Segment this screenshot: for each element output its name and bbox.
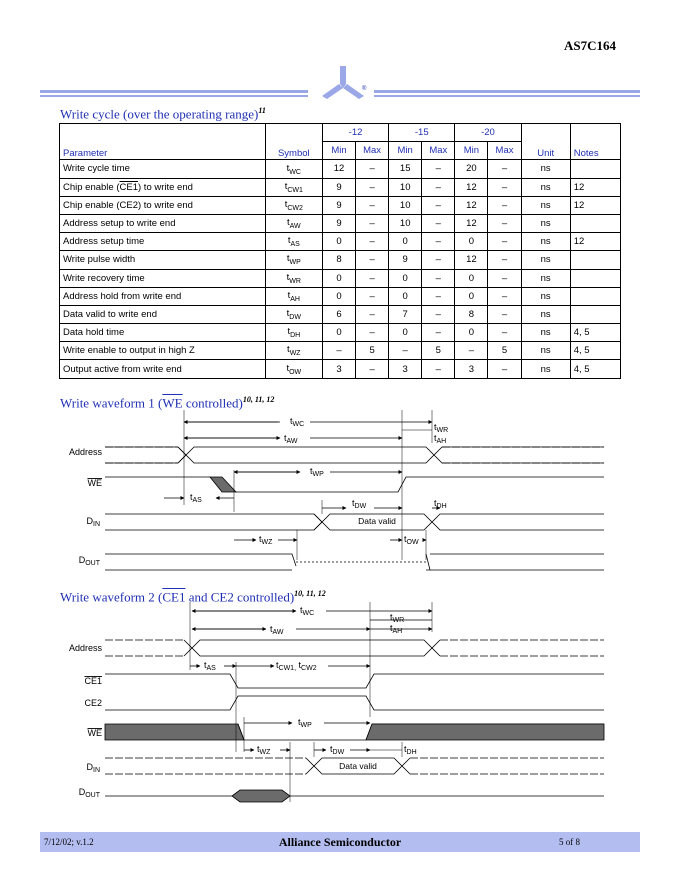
value-cell: – bbox=[422, 214, 455, 232]
value-cell: 5 bbox=[422, 342, 455, 360]
notes-cell bbox=[570, 305, 620, 323]
value-cell: 0 bbox=[389, 287, 422, 305]
symbol-cell: $t_{OW}$ bbox=[265, 360, 322, 378]
value-cell: 0 bbox=[455, 269, 488, 287]
table-row bbox=[60, 160, 621, 178]
unit-cell: ns bbox=[521, 251, 570, 269]
col-notes: Notes bbox=[570, 124, 620, 160]
value-cell: 3 bbox=[455, 360, 488, 378]
value-cell: – bbox=[488, 233, 521, 251]
value-cell: 0 bbox=[322, 233, 355, 251]
value-cell: – bbox=[488, 287, 521, 305]
value-cell: – bbox=[488, 360, 521, 378]
signal-ce2: CE2 bbox=[84, 698, 102, 708]
table-row bbox=[60, 324, 621, 342]
data-valid: Data valid bbox=[339, 761, 377, 771]
value-cell: – bbox=[356, 269, 389, 287]
value-cell: 0 bbox=[322, 324, 355, 342]
svg-text:tOW: $t_{OW}$ bbox=[404, 534, 419, 546]
param-cell: Write enable to output in high Z bbox=[60, 342, 266, 360]
value-cell: – bbox=[356, 305, 389, 323]
value-cell: – bbox=[422, 196, 455, 214]
footer-date: 7/12/02; v.1.2 bbox=[44, 837, 94, 847]
signal-address: Address bbox=[68, 447, 102, 457]
param-cell: Data valid to write end bbox=[60, 305, 266, 323]
table-title: Write cycle (over the operating range)$^{11}$ bbox=[60, 106, 266, 122]
value-cell: 0 bbox=[455, 324, 488, 342]
table-row bbox=[60, 269, 621, 287]
part-number: AS7C164 bbox=[563, 38, 616, 53]
timing-labels bbox=[190, 416, 448, 546]
value-cell: 9 bbox=[389, 251, 422, 269]
value-cell: – bbox=[488, 269, 521, 287]
table-row bbox=[60, 251, 621, 269]
table-row bbox=[60, 287, 621, 305]
svg-text:tWP: $t_{WP}$ bbox=[310, 466, 324, 478]
value-cell: 10 bbox=[389, 214, 422, 232]
svg-text:tAH: $t_{AH}$ bbox=[434, 433, 447, 445]
value-cell: – bbox=[455, 342, 488, 360]
symbol-cell: $t_{WR}$ bbox=[265, 269, 322, 287]
table-row bbox=[60, 196, 621, 214]
symbol-cell: $t_{AS}$ bbox=[265, 233, 322, 251]
symbol-cell: $t_{CW1}$ bbox=[265, 178, 322, 196]
unit-cell: ns bbox=[521, 287, 570, 305]
value-cell: 20 bbox=[455, 160, 488, 178]
svg-text:tDH: $t_{DH}$ bbox=[434, 498, 447, 510]
symbol-cell: $t_{DW}$ bbox=[265, 305, 322, 323]
svg-text:tWC: $t_{WC}$ bbox=[300, 605, 315, 617]
value-cell: 0 bbox=[455, 287, 488, 305]
value-cell: – bbox=[356, 360, 389, 378]
col-unit: Unit bbox=[521, 124, 570, 160]
unit-cell: ns bbox=[521, 269, 570, 287]
waveform1-diagram bbox=[60, 410, 620, 575]
value-cell: – bbox=[422, 324, 455, 342]
notes-cell: 12 bbox=[570, 196, 620, 214]
unit-cell: ns bbox=[521, 214, 570, 232]
value-cell: 6 bbox=[322, 305, 355, 323]
value-cell: – bbox=[488, 251, 521, 269]
symbol-cell: $t_{AH}$ bbox=[265, 287, 322, 305]
value-cell: – bbox=[422, 233, 455, 251]
table-row bbox=[60, 233, 621, 251]
signal-we: WE bbox=[87, 478, 102, 488]
value-cell: 0 bbox=[322, 287, 355, 305]
symbol-cell: $t_{WZ}$ bbox=[265, 342, 322, 360]
notes-cell bbox=[570, 251, 620, 269]
svg-text:tWR: $t_{WR}$ bbox=[434, 422, 449, 434]
value-cell: 0 bbox=[389, 269, 422, 287]
value-cell: 3 bbox=[322, 360, 355, 378]
notes-cell: 12 bbox=[570, 178, 620, 196]
footer-bar bbox=[40, 832, 640, 852]
value-cell: 5 bbox=[356, 342, 389, 360]
notes-cell bbox=[570, 287, 620, 305]
write-cycle-table: Parameter Symbol -12 -15 -20 Unit Notes Min Max Min Max Min Max Write cycle time $t_{WC}$ 12 – 15 – 20 – ns Chip enable (CE1) to write end $t_{CW1}$ 9 – 10 – 12 – ns 12 Chip enable (CE2) to write end $t_{CW2}$ 9 – 10 – 12 – ns 12 Address setup to write end $t_{AW}$ 9 – 10 – 12 – ns Address setup time $t_{AS}$ 0 – 0 – 0 – ns 12 Write pulse width $t_{WP}$ 8 – 9 – 12 – ns Write recovery time $t_{WR}$ 0 – 0 – 0 – ns Address hold from write end $t_{AH}$ 0 – 0 – 0 – ns Data valid to write end $t_{DW}$ 6 – 7 – 8 – ns Data hold time $t_{DH}$ 0 – 0 – 0 – ns 4, 5 Write enable to output in high Z $t_{WZ}$ – 5 – 5 – 5 ns 4, 5 Output active from write end $t_{OW}$ 3 – 3 – 3 – ns 4, 5 bbox=[59, 123, 621, 379]
value-cell: – bbox=[488, 160, 521, 178]
value-cell: – bbox=[356, 160, 389, 178]
value-cell: – bbox=[422, 178, 455, 196]
svg-text:tWP: $t_{WP}$ bbox=[298, 717, 312, 729]
value-cell: – bbox=[356, 178, 389, 196]
footer-page: 5 of 8 bbox=[559, 837, 580, 847]
unit-cell: ns bbox=[521, 360, 570, 378]
table-row bbox=[60, 178, 621, 196]
symbol-cell: $t_{WC}$ bbox=[265, 160, 322, 178]
svg-text:tWZ: $t_{WZ}$ bbox=[257, 744, 271, 756]
param-cell: Write cycle time bbox=[60, 160, 266, 178]
svg-text:tAW: $t_{AW}$ bbox=[270, 624, 284, 636]
value-cell: 12 bbox=[455, 196, 488, 214]
unit-cell: ns bbox=[521, 324, 570, 342]
symbol-cell: $t_{DH}$ bbox=[265, 324, 322, 342]
svg-text:tWZ: $t_{WZ}$ bbox=[259, 534, 273, 546]
footer-company: Alliance Semiconductor bbox=[278, 835, 402, 849]
param-cell: Chip enable (CE2) to write end bbox=[60, 196, 266, 214]
value-cell: – bbox=[422, 251, 455, 269]
value-cell: – bbox=[356, 324, 389, 342]
value-cell: – bbox=[356, 251, 389, 269]
notes-cell: 4, 5 bbox=[570, 342, 620, 360]
speed-grade: -20 bbox=[455, 124, 521, 142]
table-row bbox=[60, 360, 621, 378]
notes-cell bbox=[570, 160, 620, 178]
value-cell: 0 bbox=[322, 269, 355, 287]
notes-cell bbox=[570, 214, 620, 232]
table-row bbox=[60, 305, 621, 323]
value-cell: – bbox=[422, 160, 455, 178]
signal-din: $D_{IN}$ bbox=[86, 762, 100, 774]
symbol-cell: $t_{WP}$ bbox=[265, 251, 322, 269]
value-cell: – bbox=[322, 342, 355, 360]
signal-din: $D_{IN}$ bbox=[86, 516, 100, 528]
value-cell: 9 bbox=[322, 214, 355, 232]
registered-mark: ® bbox=[362, 86, 367, 92]
svg-text:tAW: $t_{AW}$ bbox=[284, 433, 298, 445]
table-row bbox=[60, 342, 621, 360]
value-cell: 5 bbox=[488, 342, 521, 360]
value-cell: – bbox=[422, 305, 455, 323]
signal-dout: $D_{OUT}$ bbox=[78, 787, 100, 799]
value-cell: 12 bbox=[455, 214, 488, 232]
value-cell: – bbox=[389, 342, 422, 360]
value-cell: – bbox=[422, 287, 455, 305]
signal-we: WE bbox=[87, 728, 102, 738]
value-cell: 0 bbox=[455, 233, 488, 251]
value-cell: 12 bbox=[322, 160, 355, 178]
value-cell: – bbox=[488, 305, 521, 323]
param-cell: Address hold from write end bbox=[60, 287, 266, 305]
svg-text:tDW: $t_{DW}$ bbox=[330, 744, 345, 756]
value-cell: – bbox=[356, 196, 389, 214]
data-valid: Data valid bbox=[358, 516, 396, 526]
value-cell: 0 bbox=[389, 233, 422, 251]
unit-cell: ns bbox=[521, 233, 570, 251]
param-cell: Output active from write end bbox=[60, 360, 266, 378]
svg-text:tWR: $t_{WR}$ bbox=[390, 612, 405, 624]
symbol-cell: $t_{AW}$ bbox=[265, 214, 322, 232]
signal-address: Address bbox=[68, 643, 102, 653]
value-cell: 9 bbox=[322, 196, 355, 214]
svg-text:tAH: $t_{AH}$ bbox=[390, 623, 403, 635]
waveform2-title: Write waveform 2 (CE1 and CE2 controlled)$^{10, 11, 12}$ bbox=[60, 589, 326, 605]
value-cell: 10 bbox=[389, 196, 422, 214]
value-cell: – bbox=[488, 214, 521, 232]
svg-text:tCW1, tCW2: $t_{CW1,}$ $t_{CW2}$ bbox=[276, 660, 317, 672]
value-cell: 3 bbox=[389, 360, 422, 378]
waveform1-title: Write waveform 1 ($\overline{WE}$ controlled)$^{10, 11, 12}$ bbox=[60, 395, 275, 411]
value-cell: – bbox=[356, 233, 389, 251]
value-cell: – bbox=[488, 324, 521, 342]
notes-cell: 12 bbox=[570, 233, 620, 251]
value-cell: 12 bbox=[455, 251, 488, 269]
param-cell: Chip enable (CE1) to write end bbox=[60, 178, 266, 196]
signal-dout: $D_{OUT}$ bbox=[78, 555, 100, 567]
svg-text:tDH: $t_{DH}$ bbox=[404, 744, 417, 756]
param-cell: Address setup to write end bbox=[60, 214, 266, 232]
col-symbol: Symbol bbox=[265, 124, 322, 160]
value-cell: 12 bbox=[455, 178, 488, 196]
value-cell: – bbox=[422, 269, 455, 287]
notes-cell: 4, 5 bbox=[570, 360, 620, 378]
svg-text:tAS: $t_{AS}$ bbox=[190, 492, 202, 504]
table-row bbox=[60, 214, 621, 232]
value-cell: 0 bbox=[389, 324, 422, 342]
svg-text:tDW: $t_{DW}$ bbox=[352, 498, 367, 510]
value-cell: 9 bbox=[322, 178, 355, 196]
value-cell: – bbox=[422, 360, 455, 378]
svg-text:tWC: $t_{WC}$ bbox=[290, 416, 305, 428]
svg-text:tAS: $t_{AS}$ bbox=[204, 660, 216, 672]
value-cell: 15 bbox=[389, 160, 422, 178]
speed-grade: -12 bbox=[322, 124, 388, 142]
unit-cell: ns bbox=[521, 305, 570, 323]
param-cell: Data hold time bbox=[60, 324, 266, 342]
param-cell: Write recovery time bbox=[60, 269, 266, 287]
notes-cell bbox=[570, 269, 620, 287]
signal-ce1: CE1 bbox=[84, 676, 102, 686]
unit-cell: ns bbox=[521, 178, 570, 196]
value-cell: 10 bbox=[389, 178, 422, 196]
unit-cell: ns bbox=[521, 160, 570, 178]
col-parameter: Parameter bbox=[60, 124, 266, 160]
value-cell: 7 bbox=[389, 305, 422, 323]
waveform2-diagram bbox=[60, 602, 620, 812]
value-cell: – bbox=[488, 196, 521, 214]
unit-cell: ns bbox=[521, 342, 570, 360]
unit-cell: ns bbox=[521, 196, 570, 214]
value-cell: – bbox=[356, 214, 389, 232]
notes-cell: 4, 5 bbox=[570, 324, 620, 342]
value-cell: 8 bbox=[455, 305, 488, 323]
value-cell: 8 bbox=[322, 251, 355, 269]
param-cell: Address setup time bbox=[60, 233, 266, 251]
value-cell: – bbox=[356, 287, 389, 305]
alliance-logo bbox=[318, 66, 368, 104]
param-cell: Write pulse width bbox=[60, 251, 266, 269]
speed-grade: -15 bbox=[389, 124, 455, 142]
symbol-cell: $t_{CW2}$ bbox=[265, 196, 322, 214]
value-cell: – bbox=[488, 178, 521, 196]
